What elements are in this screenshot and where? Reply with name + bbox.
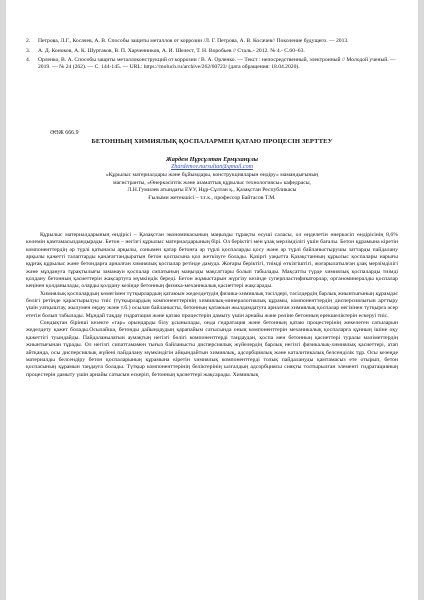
body-paragraph: Сондықтан бірінші кезекте «тар» орындарды білу ұсынылады, онда гидратация және бетонның қатаю процестерінің жекелеген сатыларын жеделдету қажет болады.Осылайша, бетонды дайындаудың қарапайым сатысында оның компоненттерін механикалық қоспаларға құнның ішіне оқу қажеттігі туындайды. Пайдаланылатын аумақтың негізгі бөлігі компоненттерді таңдаудан, қоспа мен бетонның қасиеттері туралы мәліметтердің жиынтығынан тұрады. Ол негізгі сипаттамамен тығыз байланысты дисперсиялық жүйелердің барлық негізгі физикалық-химиялық қасиеттері, атап айтқанда, осы дисперсиялық жүйені пайдалану мүмкіндігін айқындайтын химиялық, адсорбциялық және каталитикалық белсенділік тұр. Осы кезеңде материалды белсендіру бетон қоспаларының құрамына кіретін химиялық компоненттерді толық пайдалануды қамтамасыз ете отырып, бетон қоспасының құрамын таңдауға болады. Түтқыр компоненттерінің беліктерінің ылғалдың адсорбциясы сияқты толтырылған элементі гидратацияның процестерін дамыту үшін арнайы сатысын ескеріп, бетонның қасиеттері жақсарады. Химиялық (26, 320, 398, 378)
reference-item (26, 48, 406, 55)
body-paragraph: Құрылыс материалдарының өндірісі – Қазақстан экономикасының маңызды тұрақты өсуші саласы, ол өңделетін өнеркәсіп өндірісінің 8,6% көлемін қамтамасыздандырады. Бетон – негізгі құрылыс материалдарының бірі. Ол беріктігі мен ұзақ мерзімділігі үшін бағалы. Бетон құрамына кіретін компоненттердің әр түрлі қатынасы арқылы, сонымен қатар бетонға әр түрлі қоспаларды қосу және әр түрлі байланыстырушы заттарды пайдалану арқылы қажетті талаптарды қанағаттандыратын бетон қоспасына қол жеткізуге болады. Қазіргі уақытта Қазақстанның құрылыс қоспалары нарығы құрғақ құрылыс және бетондарға арналған химиялық қоспалар ретінде дамуда. Жоғары беріктігі, тиімді өткізгіштігі, жоғарылатылған ұзақ мерзімділігі және мұздануға тұрақтылығы заманауи қоспалар сипатының маңызды мақсаттары болып табылады. Мақсатты түрде химиялық қоспаларды тиімді қолдану бетонның қасиеттерін жақсартуға мүмкіндік береді. Бетон жұмыстарын жүргізу кезінде суперпластификаторлар, органоминералды қоспалар кеңінен қолданылады, оларды қолдану кезінде бетонның физика-механикалық қасиеттері жақсарады. (26, 232, 398, 290)
author-email-link[interactable]: Zhardemov.nursultan@gmail.com (171, 164, 253, 170)
reference-text: Петрова, Л.Г., Косачев, А. В. Способы защиты металлов от коррозии /Л. Г. Петрова, А. В. Косачев// Поколение будущего. — 2013. (38, 38, 349, 44)
reference-number: 4. (26, 57, 31, 64)
reference-number: 2. (26, 38, 31, 44)
reference-text: Орленко, В. А. Способы защиты металлоконструкций от коррозии / В. А. Орленко. — Текст : непосредственный, электронный // Молодой ученый. — 2019. — № 24 (262). — С. 144-145. — URL: https://moluch.ru/archive/262/60723/ (дата обращения: 18.04.2020). (38, 57, 396, 71)
article-title: БЕТОННЫҢ ХИМИЯЛЫҚ ҚОСПАЛАРМЕН ҚАТАЮ ПРОЦЕСІН ЗЕРТТЕУ (91, 138, 333, 145)
reference-list (26, 38, 406, 74)
affiliation-line: «Құрылыс материалдары және бұйымдары, конструкцияларын өндіру» мамандығының (105, 172, 319, 178)
author-affiliation (46, 172, 378, 202)
affiliation-line: магистранты, «Өнеркәсіптік және азаматтық құрылыс технологиясы» кафедрасы, (113, 179, 311, 186)
affiliation-line: Ғылыми жетекшісі – т.ғ.к., профессор Байтасов Т.М. (148, 194, 276, 201)
reference-text: А. Д. Коноков, А. К. Шуртаков, В. П. Харченников, А. И. Шелест, Т. Н. Воробьев // Сталь.- 2012. № 4.- С.60–63. (38, 47, 305, 54)
document-page (6, 0, 418, 600)
reference-number: 3. (26, 47, 31, 54)
reference-item (26, 38, 406, 45)
author-name: Жардем Нұрсұлтан Ермұханұлы (165, 156, 259, 163)
reference-item (26, 57, 406, 71)
article-body (26, 232, 398, 379)
udk-code: ӘӨЖ 666.9 (50, 130, 79, 136)
body-paragraph: Химиялық қоспалардың көмегімен түтқырлардың қатаюын жеделдетудің физика-химиялық тәсілдері, тәсілдердің барлық жиынтығының құрамдас бөлігі ретінде қарастырылуы тиіс (түтқырлардың компоненттерінің химиялық-минералогиялық құрамы, компоненттердің дисперсиялығын арттыру үшін уатқыштау, жылумен өңдеу және т.б.) осылан байланысты, бетонның қатаюын жылдамдатуға арналған химиялық қоспалар негізінен түтқырға әсер ететін болып табылады. Мұндай тақдау гидратация және қатаю процестерін дамыту үшін арнайы және рөліне бетонның ерекшеліктерін ескеруі тиіс. (26, 290, 398, 319)
affiliation-line: Л.Н.Гумилев атындағы ЕҰУ, Нұр-Сұлтан қ., Қазақстан Республикасы (127, 187, 297, 193)
